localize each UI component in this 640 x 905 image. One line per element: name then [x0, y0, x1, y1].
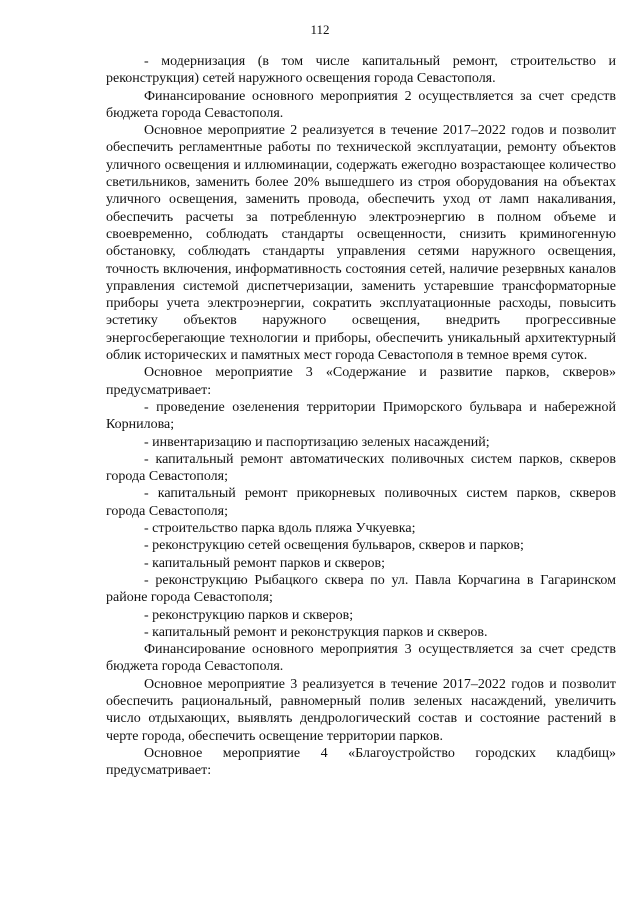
document-body — [106, 53, 616, 779]
paragraph-financing-measure-3: Финансирование основного мероприятия 3 осуществляется за счет средств бюджета города Севастополя. — [106, 642, 616, 675]
list-item-auto-irrigation: - капитальный ремонт автоматических поливочных систем парков, скверов города Севастополя; — [106, 451, 616, 485]
list-item-parks-repair: - капитальный ремонт парков и скверов; — [144, 555, 385, 571]
list-item-parks-reconstruction: - реконструкцию парков и скверов; — [144, 607, 354, 623]
list-item-rybatsky-square: - реконструкцию Рыбацкого сквера по ул. Павла Корчагина в Гагаринском районе города Севастополя; — [106, 572, 616, 606]
list-item-lighting-reconstruction: - реконструкцию сетей освещения бульваров, скверов и парков; — [144, 538, 524, 554]
paragraph-measure-3-implementation: Основное мероприятие 3 реализуется в течение 2017–2022 годов и позволит обеспечить рациональный, равномерный полив зеленых насаждений, увеличить число отдыхающих, выявлять дендрологический состав и состояние растений в черте города, обеспечить освещение территории парков. — [106, 676, 616, 744]
list-item-root-irrigation: - капитальный ремонт прикорневых поливочных систем парков, скверов города Севастополя; — [106, 486, 616, 519]
paragraph-measure-2-implementation: Основное мероприятие 2 реализуется в течение 2017–2022 годов и позволит обеспечить регламентные работы по технической эксплуатации, ремонту объектов уличного освещения и иллюминации, содержать ежегодно возрастающее количество светильников, заменить более 20% вышедшего из строя оборудования на объектах уличного освещения, заменить провода, обеспечить уход от ламп накаливания, обеспечить расчеты за потребленную электроэнергию в полном объеме и своевременно, соблюдать стандарты освещенности, снизить криминогенную обстановку, соблюдать стандарты управления сетями наружного освещения, точность включения, информативность состояния сетей, наличие резервных каналов управления системой диспетчеризации, заменить устаревшие трансформаторные приборы учета электроэнергии, сократить эксплуатационные расходы, повысить эстетику объектов наружного освещения, внедрить прогрессивные энергосберегающие технологии и приборы, обеспечить уникальный архитектурный облик исторических и памятных мест города Севастополя в темное время суток. — [106, 123, 616, 364]
page-number: 112 — [310, 22, 330, 37]
paragraph-financing-measure-2: Финансирование основного мероприятия 2 осуществляется за счет средств бюджета города Севастополя. — [106, 88, 616, 121]
paragraph-measure-3-intro: Основное мероприятие 3 «Содержание и развитие парков, скверов» предусматривает: — [106, 365, 616, 398]
paragraph-modernization-item: - модернизация (в том числе капитальный ремонт, строительство и реконструкция) сетей наружного освещения города Севастополя. — [106, 54, 616, 87]
paragraph-measure-4-intro: Основное мероприятие 4 «Благоустройство городских кладбищ» предусматривает: — [106, 745, 616, 779]
list-item-uchkuevka-park: - строительство парка вдоль пляжа Учкуевка; — [144, 521, 416, 537]
list-item-repair-and-reconstruction: - капитальный ремонт и реконструкция парков и скверов. — [144, 624, 488, 640]
list-item-inventory: - инвентаризацию и паспортизацию зеленых насаждений; — [144, 434, 490, 450]
list-item-landscaping: - проведение озеленения территории Приморского бульвара и набережной Корнилова; — [106, 399, 616, 433]
